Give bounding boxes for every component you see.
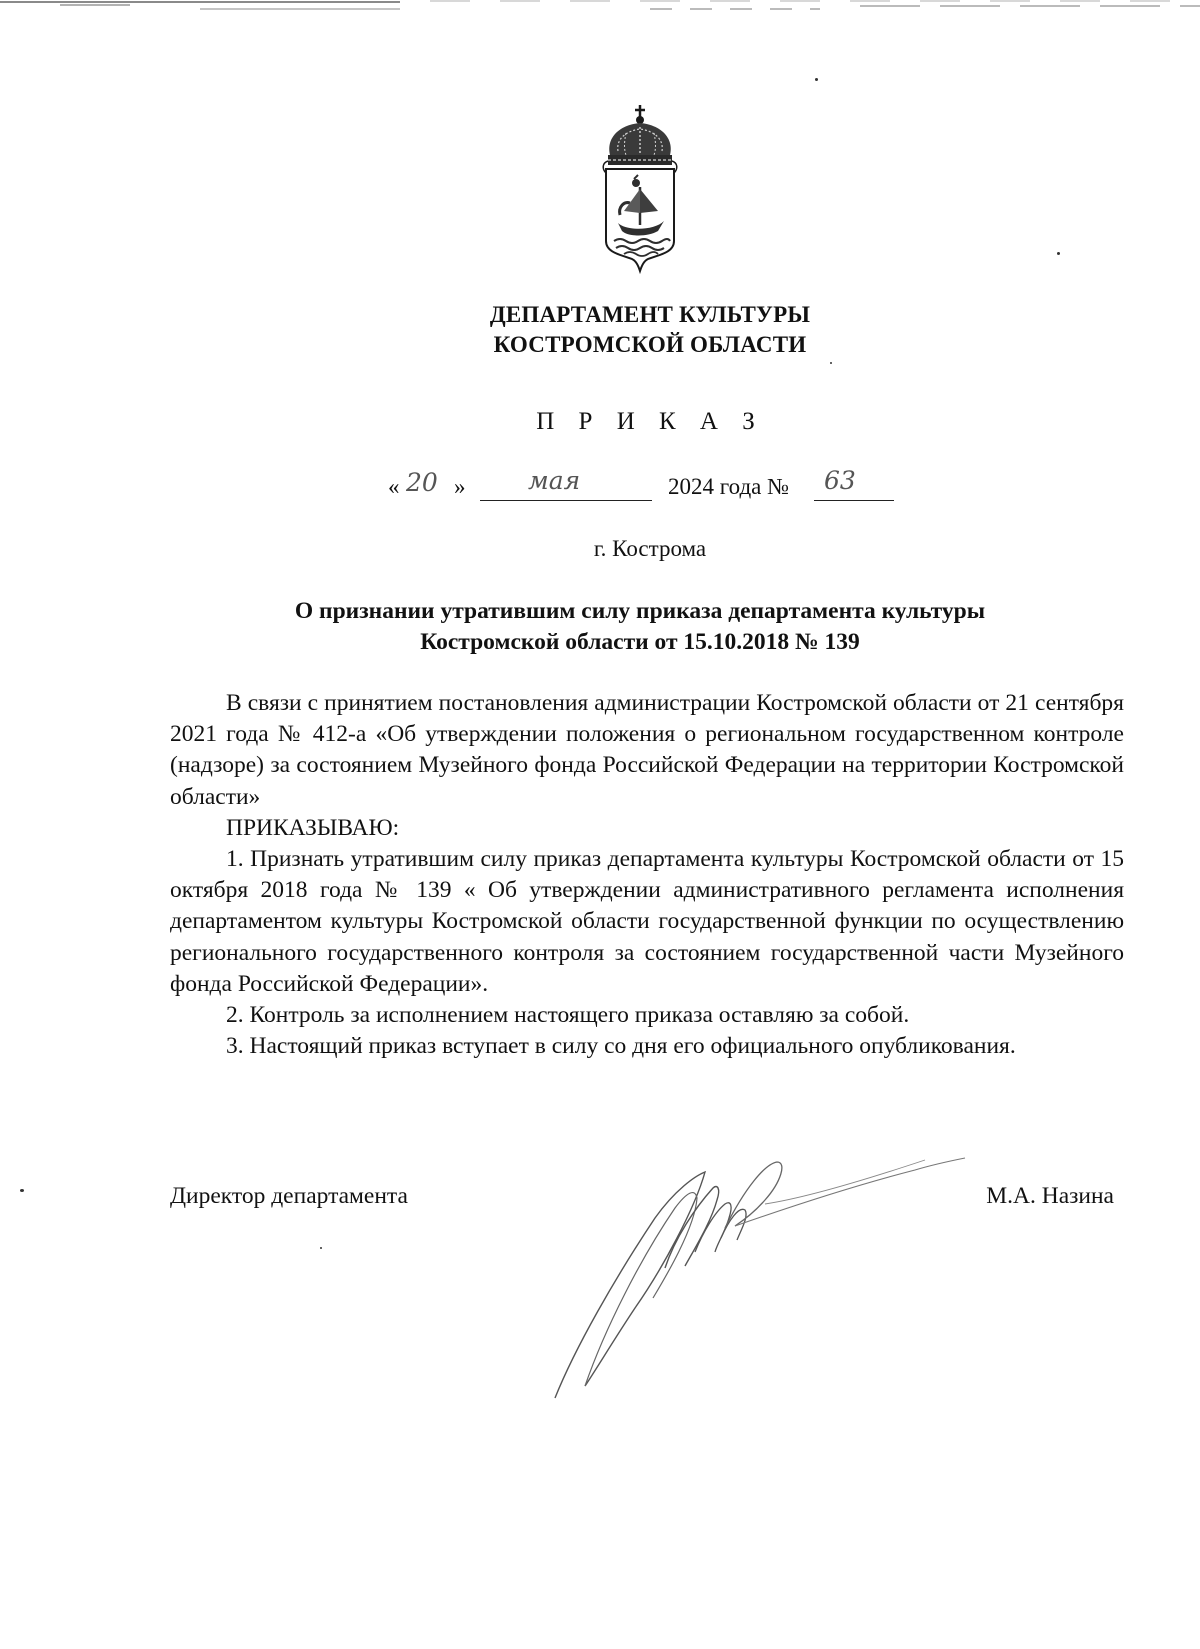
- order-directive-word: ПРИКАЗЫВАЮ:: [226, 814, 400, 841]
- order-item-2: 2. Контроль за исполнением настоящего приказа оставляю за собой.: [226, 1002, 910, 1029]
- order-label: П Р И К А З: [536, 408, 764, 435]
- date-month-handwritten: мая: [528, 466, 581, 495]
- date-year-text: 2024 года №: [668, 474, 790, 499]
- date-day-handwritten: 20: [406, 468, 438, 497]
- scan-speck: [815, 78, 818, 81]
- date-open-quote: «: [388, 474, 400, 499]
- order-date-line: [388, 466, 948, 506]
- order-number-handwritten: 63: [824, 466, 856, 495]
- number-underline: [814, 500, 894, 501]
- scan-edge-artifact: [0, 0, 1200, 12]
- order-city: г. Кострома: [593, 536, 707, 561]
- order-title: [170, 596, 1110, 658]
- handwritten-signature: [545, 1148, 975, 1408]
- coat-of-arms-icon: [600, 103, 680, 278]
- scan-speck: [830, 362, 832, 364]
- signatory-role: Директор департамента: [170, 1183, 408, 1209]
- order-item-1: 1. Признать утратившим силу приказ департамента культуры Костромской области от 15 октября 2018 года № 139 « Об утверждении административного регламента исполнения департаментом культуры Костромской области государственной функции по осуществлению регионального государственного контроля за состоянием государственной части Музейного фонда Российской Федерации».: [170, 846, 1124, 997]
- scan-speck: [320, 1247, 322, 1249]
- month-underline: [480, 500, 652, 501]
- department-line-1: ДЕПАРТАМЕНТ КУЛЬТУРЫ: [489, 302, 811, 327]
- signatory-name: М.А. Назина: [986, 1183, 1114, 1209]
- date-close-quote: »: [454, 474, 466, 499]
- order-title-line-1: О признании утратившим силу приказа департамента культуры: [294, 598, 986, 624]
- order-body: [170, 688, 1124, 1062]
- preamble-paragraph: В связи с принятием постановления администрации Костромской области от 21 сентября 2021 года № 412-а «Об утверждении положения о региональном государственном контроле (надзоре) за состоянием Музейного фонда Российской Федерации на территории Костромской области»: [170, 690, 1124, 810]
- scan-speck: [1057, 252, 1060, 255]
- scan-speck: [20, 1189, 24, 1192]
- order-item-3: 3. Настоящий приказ вступает в силу со дня его официального опубликования.: [226, 1033, 1016, 1060]
- department-heading: [400, 300, 900, 360]
- department-line-2: КОСТРОМСКОЙ ОБЛАСТИ: [493, 332, 807, 357]
- order-title-line-2: Костромской области от 15.10.2018 № 139: [420, 629, 860, 655]
